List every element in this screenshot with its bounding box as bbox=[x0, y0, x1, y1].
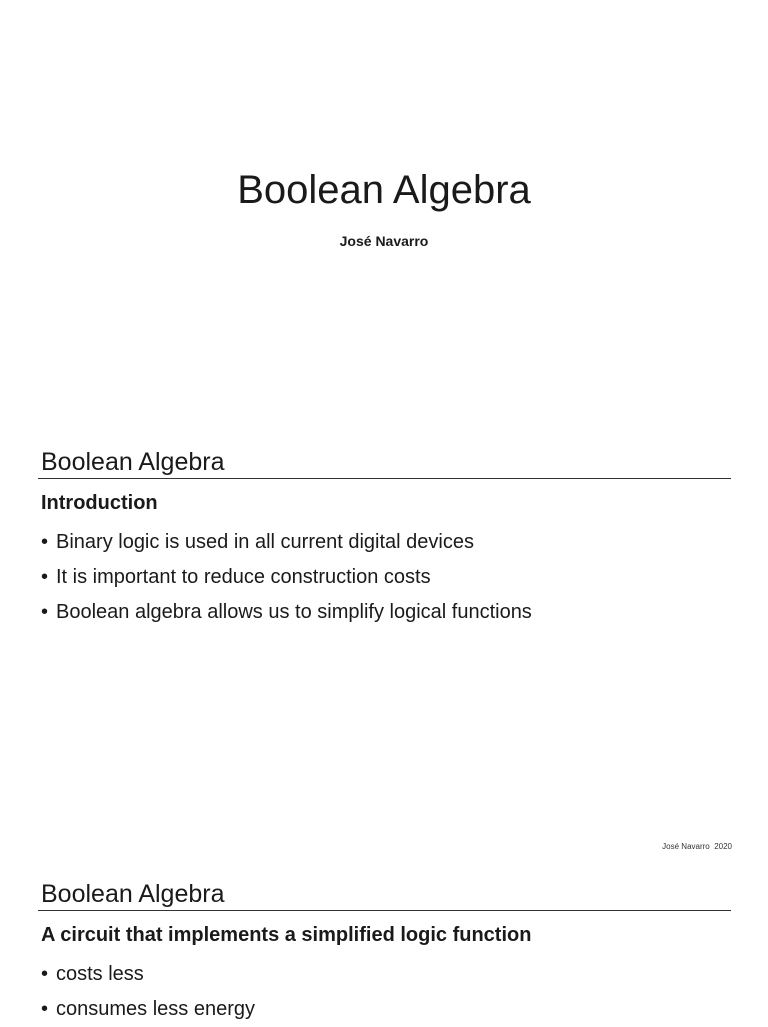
bullet-list bbox=[41, 525, 532, 630]
list-item bbox=[41, 992, 255, 1027]
section-label: A circuit that implements a simplified logic function bbox=[41, 924, 532, 946]
bullet-text: costs less bbox=[56, 963, 144, 985]
author-name: José Navarro bbox=[339, 233, 429, 249]
slide-heading: Boolean Algebra bbox=[41, 448, 225, 476]
list-item bbox=[41, 560, 532, 595]
bullet-icon: • bbox=[41, 998, 49, 1020]
list-item bbox=[41, 595, 532, 630]
bullet-text: consumes less energy bbox=[56, 998, 255, 1020]
bullet-text: Binary logic is used in all current digital devices bbox=[56, 531, 474, 553]
heading-divider bbox=[38, 910, 731, 911]
heading-divider bbox=[38, 478, 731, 479]
bullet-icon: • bbox=[41, 531, 49, 553]
list-item bbox=[41, 525, 532, 560]
slide-heading: Boolean Algebra bbox=[41, 880, 225, 908]
circuit-slide bbox=[0, 864, 768, 1024]
bullet-icon: • bbox=[41, 963, 49, 985]
section-label: Introduction bbox=[41, 492, 158, 514]
bullet-text: It is important to reduce construction costs bbox=[56, 566, 431, 588]
bullet-list bbox=[41, 957, 255, 1027]
bullet-text: Boolean algebra allows us to simplify logical functions bbox=[56, 601, 532, 623]
slide-footer: José Navarro 2020 bbox=[662, 842, 732, 851]
title-slide bbox=[0, 0, 768, 432]
presentation-title: Boolean Algebra bbox=[237, 168, 531, 212]
intro-slide bbox=[0, 432, 768, 864]
list-item bbox=[41, 957, 255, 992]
bullet-icon: • bbox=[41, 566, 49, 588]
bullet-icon: • bbox=[41, 601, 49, 623]
